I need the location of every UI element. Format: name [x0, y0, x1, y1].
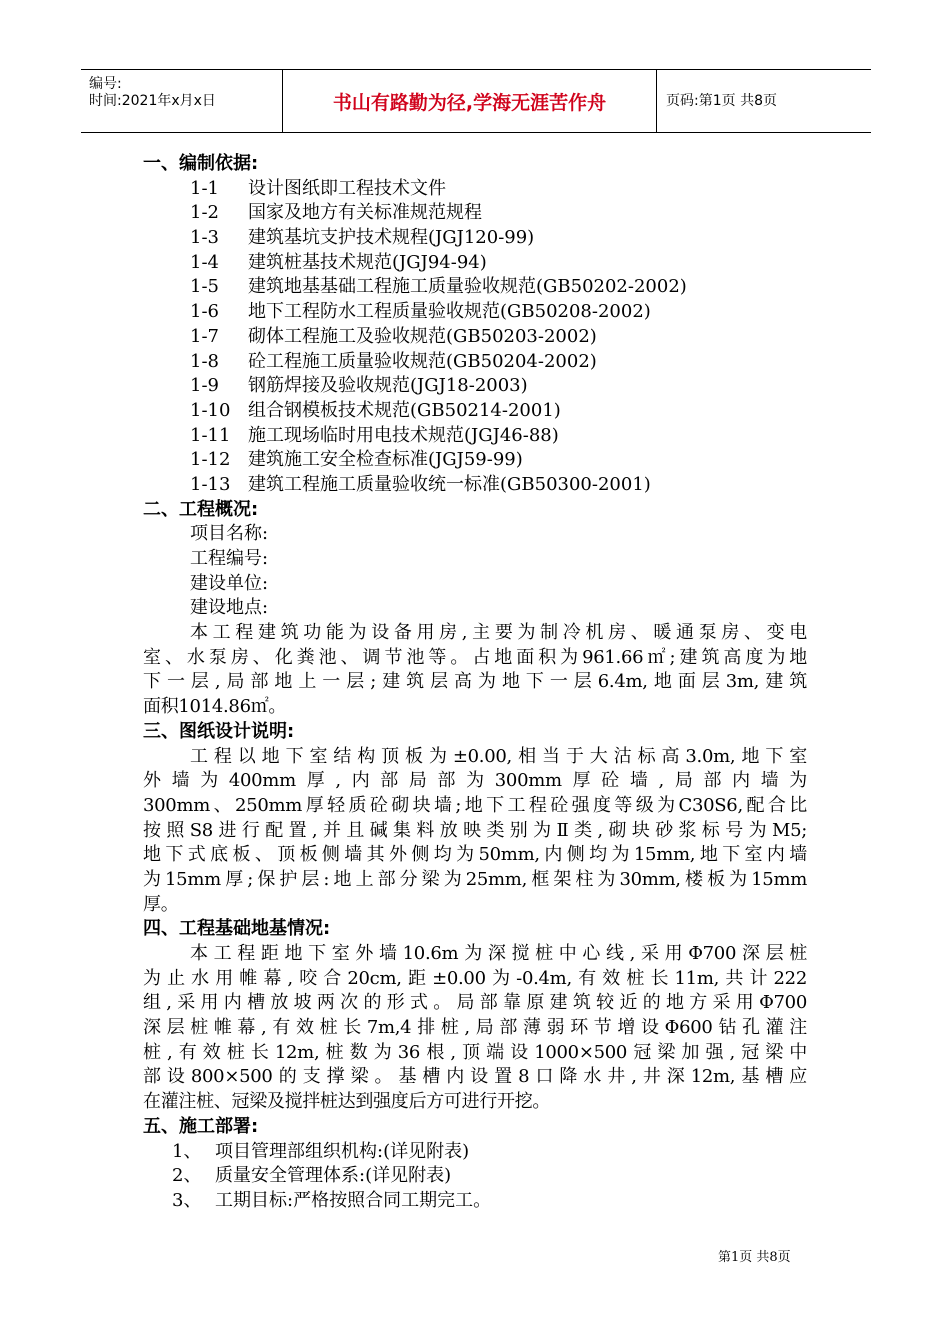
header-motto-cell — [282, 70, 657, 132]
item-number: 3、 — [172, 1189, 202, 1211]
reference-number: 1-12 — [190, 449, 231, 471]
project-field-location: 建设地点: — [190, 597, 269, 619]
paragraph-line: 本工程距地下室外墙10.6m为深搅桩中心线,采用Φ700深层桩 — [190, 943, 807, 964]
paragraph-line: 厚。 — [143, 893, 179, 915]
overview-paragraph — [143, 621, 807, 720]
foundation-paragraph — [143, 942, 807, 1115]
item-number: 1、 — [172, 1140, 202, 1162]
paragraph-line: 地下式底板、顶板侧墙其外侧均为50mm,内侧均为15mm,地下室内墙 — [143, 844, 807, 866]
reference-item — [143, 350, 807, 375]
paragraph-line: 桩,有效桩长12m,桩数为36根,顶端设1000×500冠梁加强,冠梁中 — [143, 1041, 807, 1063]
paragraph-line: 按照S8进行配置,并且碱集料放映类别为Ⅱ类,砌块砂浆标号为M5; — [143, 819, 807, 841]
header-left-cell — [81, 70, 282, 132]
reference-item — [143, 177, 807, 202]
reference-item — [143, 325, 807, 350]
reference-number: 1-9 — [190, 375, 219, 397]
item-text: 项目管理部组织机构:(详见附表) — [215, 1140, 470, 1162]
project-field-name: 项目名称: — [190, 523, 269, 545]
document-body — [143, 152, 807, 1214]
reference-title: 组合钢模板技术规范(GB50214-2001) — [248, 399, 561, 421]
document-date-label: 时间:2021年x月x日 — [89, 93, 216, 109]
reference-item — [143, 275, 807, 300]
reference-title: 地下工程防水工程质量验收规范(GB50208-2002) — [248, 301, 651, 323]
section-title-overview: 二、工程概况: — [143, 498, 259, 520]
section-title-basis: 一、编制依据: — [143, 153, 259, 174]
paragraph-line: 室、水泵房、化粪池、调节池等。占地面积为961.66㎡;建筑高度为地 — [143, 646, 807, 668]
paragraph-line: 外墙为400mm厚,内部局部为300mm厚砼墙,局部内墙为 — [143, 770, 807, 792]
reference-title: 钢筋焊接及验收规范(JGJ18-2003) — [248, 375, 528, 397]
reference-title: 建筑施工安全检查标准(JGJ59-99) — [248, 449, 523, 471]
reference-item — [143, 374, 807, 399]
document-number-label: 编号: — [89, 76, 122, 92]
reference-number: 1-7 — [190, 325, 219, 347]
deployment-item — [143, 1164, 807, 1189]
reference-item — [143, 251, 807, 276]
reference-item — [143, 300, 807, 325]
reference-list — [143, 177, 807, 498]
reference-item — [143, 424, 807, 449]
item-text: 质量安全管理体系:(详见附表) — [215, 1165, 452, 1187]
section-title-foundation: 四、工程基础地基情况: — [143, 918, 331, 940]
reference-title: 设计图纸即工程技术文件 — [248, 177, 446, 199]
section-title-deployment: 五、施工部署: — [143, 1115, 259, 1137]
reference-number: 1-6 — [190, 301, 219, 323]
reference-title: 国家及地方有关标准规范规程 — [248, 202, 482, 224]
project-field-code: 工程编号: — [190, 548, 269, 569]
paragraph-line: 为15mm厚;保护层:地上部分梁为25mm,框架柱为30mm,楼板为15mm — [143, 868, 807, 890]
paragraph-line: 面积1014.86㎡。 — [143, 696, 287, 718]
reference-item — [143, 226, 807, 251]
item-number: 2、 — [172, 1165, 202, 1187]
reference-title: 施工现场临时用电技术规范(JGJ46-88) — [248, 424, 559, 446]
reference-number: 1-4 — [190, 251, 219, 273]
paragraph-line: 300mm、250mm厚轻质砼砌块墙;地下工程砼强度等级为C30S6,配合比 — [143, 794, 807, 816]
reference-number: 1-5 — [190, 276, 219, 298]
paragraph-line: 在灌注桩、冠梁及搅拌桩达到强度后方可进行开挖。 — [143, 1091, 551, 1113]
reference-number: 1-3 — [190, 227, 219, 249]
reference-title: 建筑基坑支护技术规程(JGJ120-99) — [248, 227, 535, 249]
paragraph-line: 组,采用内槽放坡两次的形式。局部靠原建筑较近的地方采用Φ700 — [143, 992, 807, 1014]
paragraph-line: 本工程建筑功能为设备用房,主要为制冷机房、暖通泵房、变电 — [190, 622, 807, 644]
reference-item — [143, 473, 807, 498]
header-motto: 书山有路勤为径,学海无涯苦作舟 — [332, 92, 607, 114]
paragraph-line: 为止水用帷幕,咬合20cm,距±0.00为-0.4m,有效桩长11m,共计222 — [143, 967, 807, 989]
design-paragraph — [143, 745, 807, 918]
reference-number: 1-13 — [190, 473, 231, 495]
reference-number: 1-10 — [190, 399, 231, 421]
reference-number: 1-11 — [190, 424, 231, 446]
paragraph-line: 深层桩帷幕,有效桩长7m,4排桩,局部薄弱环节增设Φ600钻孔灌注 — [143, 1017, 807, 1039]
paragraph-line: 工程以地下室结构顶板为±0.00,相当于大沽标高3.0m,地下室 — [190, 745, 807, 767]
paragraph-line: 部设800×500的支撑梁。基槽内设置8口降水井,井深12m,基槽应 — [143, 1066, 807, 1088]
reference-number: 1-1 — [190, 177, 219, 199]
page-header — [81, 69, 871, 133]
project-field-owner: 建设单位: — [190, 572, 269, 594]
header-page-number: 页码:第1页 共8页 — [666, 93, 777, 109]
reference-number: 1-2 — [190, 202, 219, 224]
reference-item — [143, 448, 807, 473]
paragraph-line: 下一层,局部地上一层;建筑层高为地下一层6.4m,地面层3m,建筑 — [143, 671, 807, 693]
deployment-item — [143, 1189, 807, 1214]
reference-item — [143, 399, 807, 424]
reference-title: 建筑桩基技术规范(JGJ94-94) — [248, 251, 487, 273]
reference-title: 砼工程施工质量验收规范(GB50204-2002) — [248, 350, 597, 372]
reference-title: 建筑地基基础工程施工质量验收规范(GB50202-2002) — [248, 276, 687, 298]
section-title-design: 三、图纸设计说明: — [143, 720, 295, 742]
reference-item — [143, 201, 807, 226]
reference-number: 1-8 — [190, 350, 219, 372]
reference-title: 建筑工程施工质量验收统一标准(GB50300-2001) — [248, 473, 651, 495]
reference-title: 砌体工程施工及验收规范(GB50203-2002) — [248, 325, 597, 347]
page-footer: 第1页 共8页 — [718, 1250, 791, 1265]
header-page-cell — [656, 70, 871, 132]
item-text: 工期目标:严格按照合同工期完工。 — [215, 1189, 492, 1211]
deployment-item — [143, 1140, 807, 1165]
